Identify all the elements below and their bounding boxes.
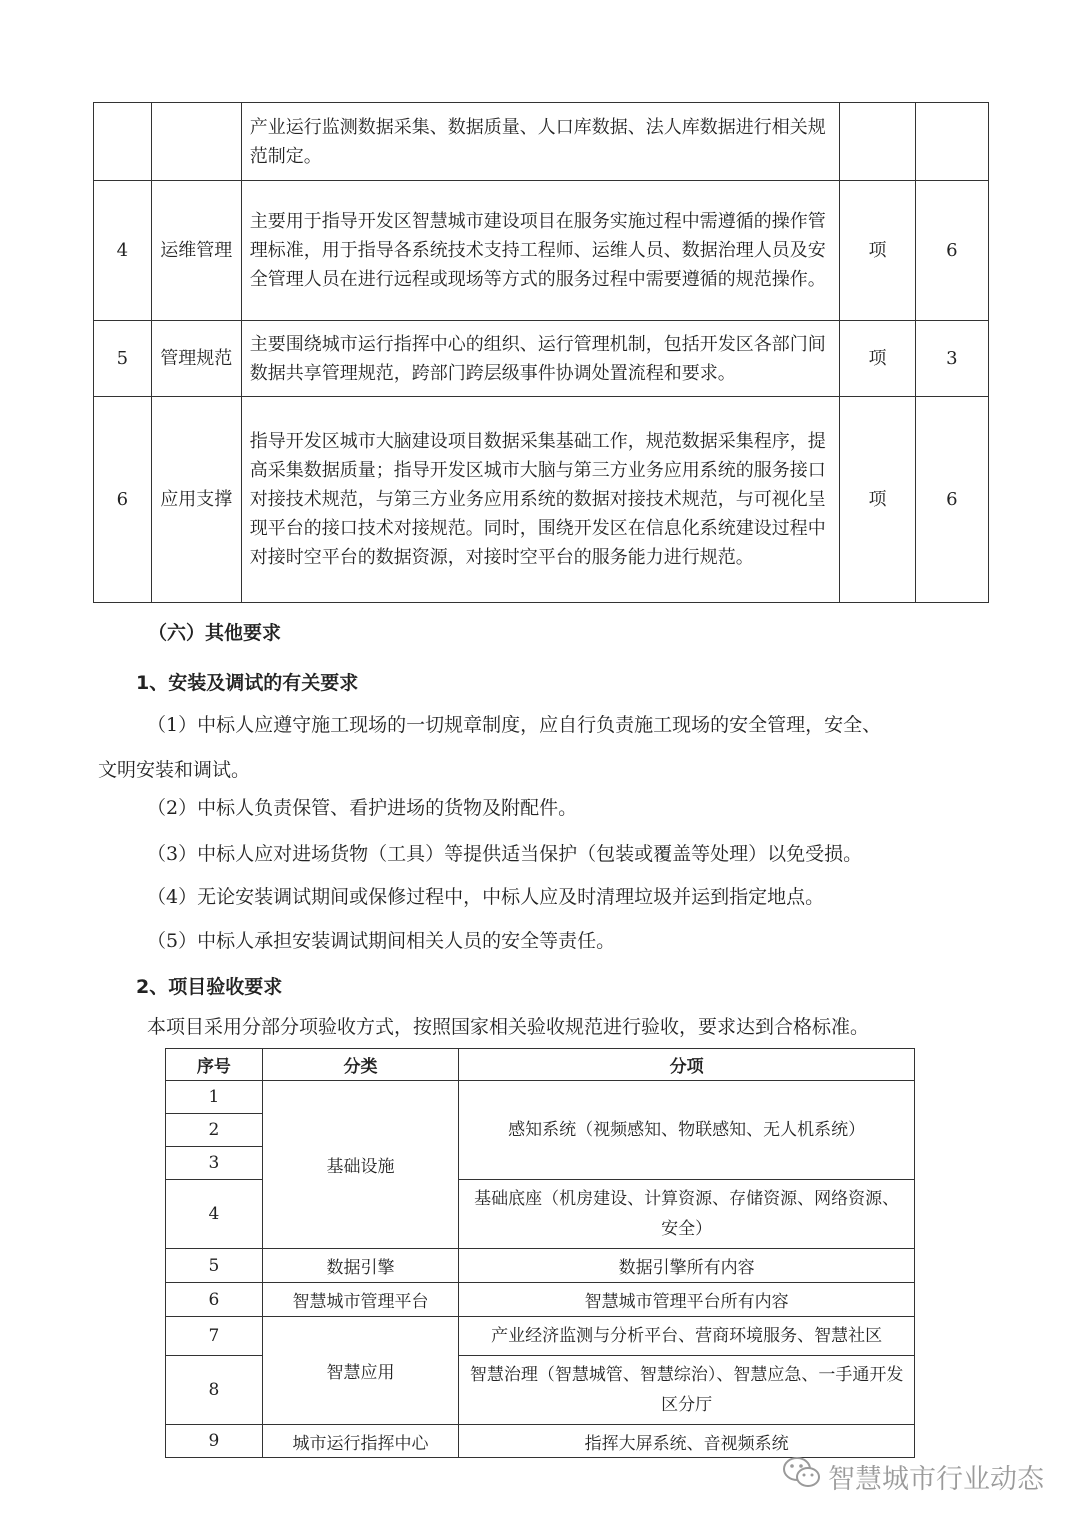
- row-description: 产业运行监测数据采集、数据质量、人口库数据、法人库数据进行相关规范制定。: [241, 103, 840, 181]
- section-heading: （六）其他要求: [148, 622, 282, 644]
- row-unit: 项: [840, 397, 915, 603]
- requirement-item: （4）无论安装调试期间或保修过程中，中标人应及时清理垃圾并运到指定地点。: [147, 886, 825, 908]
- requirement-item: （5）中标人承担安装调试期间相关人员的安全等责任。: [147, 930, 616, 952]
- row-description: 主要用于指导开发区智慧城市建设项目在服务实施过程中需遵循的操作管理标准，用于指导各系统技术支持工程师、运维人员、数据治理人员及安全管理人员在进行远程或现场等方式的服务过程中需要遵循的规范操作。: [241, 181, 840, 321]
- row-quantity: 3: [915, 321, 988, 397]
- table-row: [166, 1249, 915, 1283]
- row-quantity: 6: [915, 181, 988, 321]
- row-quantity: 6: [915, 397, 988, 603]
- requirement-item: （3）中标人应对进场货物（工具）等提供适当保护（包装或覆盖等处理）以免受损。: [147, 843, 863, 865]
- row-number: 1: [166, 1081, 263, 1114]
- subitem-cell: 数据引擎所有内容: [459, 1249, 915, 1283]
- subitem-cell: 基础底座（机房建设、计算资源、存储资源、网络资源、安全）: [459, 1180, 915, 1249]
- watermark: [782, 1456, 1044, 1497]
- acceptance-heading: 2、项目验收要求: [136, 976, 283, 998]
- table-row: [94, 397, 989, 603]
- install-requirements-heading: 1、安装及调试的有关要求: [136, 672, 359, 694]
- category-cell: 智慧应用: [262, 1317, 458, 1425]
- row-number: 9: [166, 1425, 263, 1458]
- row-number: 5: [94, 321, 152, 397]
- row-category: 运维管理: [151, 181, 241, 321]
- table-row: [94, 181, 989, 321]
- row-category: [151, 103, 241, 181]
- header-subitem: 分项: [459, 1049, 915, 1081]
- acceptance-table: [165, 1048, 915, 1458]
- requirement-item: （1）中标人应遵守施工现场的一切规章制度，应自行负责施工现场的安全管理，安全、: [147, 714, 882, 736]
- row-number: 4: [166, 1180, 263, 1249]
- row-category: 应用支撑: [151, 397, 241, 603]
- table-row: [166, 1081, 915, 1114]
- wechat-icon: [782, 1456, 822, 1497]
- table-row: [166, 1283, 915, 1317]
- subitem-cell: 智慧城市管理平台所有内容: [459, 1283, 915, 1317]
- header-category: 分类: [262, 1049, 458, 1081]
- category-cell: 基础设施: [262, 1081, 458, 1249]
- row-number: 6: [166, 1283, 263, 1317]
- watermark-text: 智慧城市行业动态: [828, 1464, 1044, 1495]
- subitem-cell: 产业经济监测与分析平台、营商环境服务、智慧社区: [459, 1317, 915, 1356]
- acceptance-intro: 本项目采用分部分项验收方式，按照国家相关验收规范进行验收，要求达到合格标准。: [147, 1016, 870, 1038]
- subitem-cell: 指挥大屏系统、音视频系统: [459, 1425, 915, 1458]
- requirement-item: （2）中标人负责保管、看护进场的货物及附配件。: [147, 797, 578, 819]
- row-number: 4: [94, 181, 152, 321]
- row-quantity: [915, 103, 988, 181]
- standards-table: [93, 102, 989, 603]
- table-row: [94, 103, 989, 181]
- table-header-row: [166, 1049, 915, 1081]
- category-cell: 智慧城市管理平台: [262, 1283, 458, 1317]
- category-cell: 城市运行指挥中心: [262, 1425, 458, 1458]
- row-number: 6: [94, 397, 152, 603]
- row-description: 主要围绕城市运行指挥中心的组织、运行管理机制，包括开发区各部门间数据共享管理规范，跨部门跨层级事件协调处置流程和要求。: [241, 321, 840, 397]
- row-number: 5: [166, 1249, 263, 1283]
- table-row: [166, 1425, 915, 1458]
- subitem-cell: 感知系统（视频感知、物联感知、无人机系统）: [459, 1081, 915, 1180]
- row-number: 3: [166, 1147, 263, 1180]
- row-unit: [840, 103, 915, 181]
- row-number: 2: [166, 1114, 263, 1147]
- header-number: 序号: [166, 1049, 263, 1081]
- row-category: 管理规范: [151, 321, 241, 397]
- row-number: 8: [166, 1356, 263, 1425]
- subitem-cell: 智慧治理（智慧城管、智慧综治）、智慧应急、一手通开发区分厅: [459, 1356, 915, 1425]
- row-number: 7: [166, 1317, 263, 1356]
- row-unit: 项: [840, 181, 915, 321]
- row-unit: 项: [840, 321, 915, 397]
- row-description: 指导开发区城市大脑建设项目数据采集基础工作，规范数据采集程序，提高采集数据质量；指导开发区城市大脑与第三方业务应用系统的服务接口对接技术规范，与第三方业务应用系统的数据对接技术规范，与可视化呈现平台的接口技术对接规范。同时，围绕开发区在信息化系统建设过程中对接时空平台的数据资源，对接时空平台的服务能力进行规范。: [241, 397, 840, 603]
- requirement-item-continued: 文明安装和调试。: [98, 759, 251, 781]
- table-row: [94, 321, 989, 397]
- row-number: [94, 103, 152, 181]
- category-cell: 数据引擎: [262, 1249, 458, 1283]
- table-row: [166, 1317, 915, 1356]
